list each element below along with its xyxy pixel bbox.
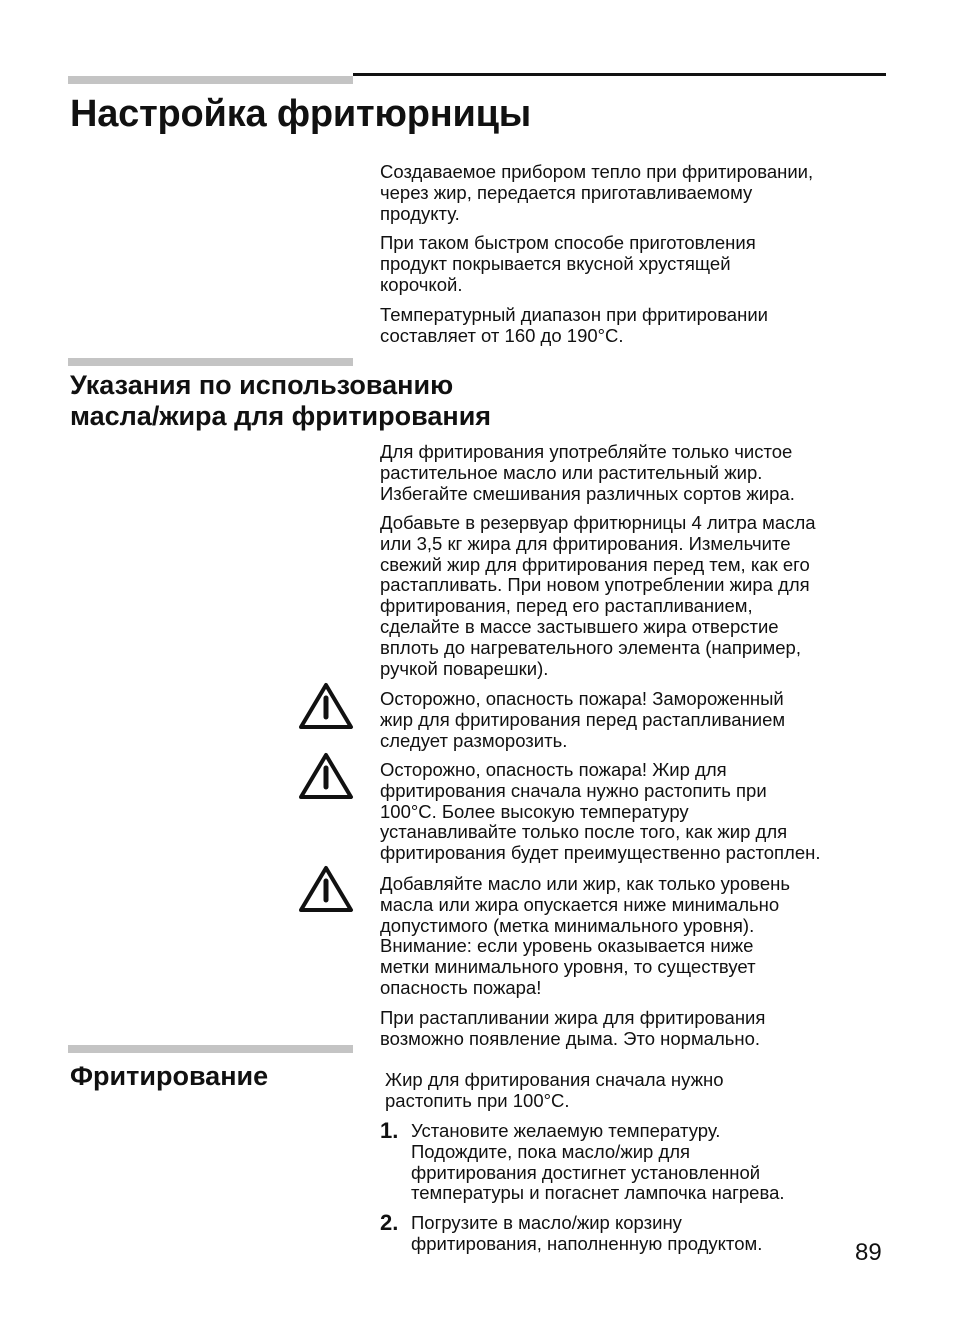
oil-heading-line-1: Указания по использованию	[70, 370, 454, 400]
warning-paragraph-1: Осторожно, опасность пожара! Замороженный жир для фритирования перед растапливанием следует разморозить.	[380, 688, 786, 751]
warning-paragraph-2: Осторожно, опасность пожара! Жир для фритирования сначала нужно растопить при 100°C. Более высокую температуру устанавливайте только после того, как жир для фритирования будет преимущественно растоплен.	[380, 759, 821, 864]
warning-text-2	[380, 760, 886, 864]
section-rule-gray	[68, 76, 353, 84]
oil-paragraph-2: Добавьте в резервуар фритюрницы 4 литра масла или 3,5 кг жира для фритирования. Измельчите свежий жир для фритирования перед тем, как его растапливать. При новом употреблении жира для фритирования, перед его растапливанием, сделайте в массе застывшего жира отверстие вплоть до нагревательного элемента (например, ручкой поварешки).	[380, 512, 816, 679]
warning-text-1	[380, 689, 886, 751]
frying-intro	[385, 1070, 891, 1112]
step-text: Погрузите в масло/жир корзину фритирования, наполненную продуктом.	[411, 1212, 763, 1254]
warning-paragraph-3: Добавляйте масло или жир, как только уровень масла или жира опускается ниже минимально допустимого (метка минимального уровня). Внимание: если уровень оказывается ниже метки минимального уровня, то существует опасность пожара!	[380, 873, 791, 998]
intro-text-2	[380, 233, 886, 295]
section-rule-black	[353, 73, 886, 76]
step-text: Установите желаемую температуру. Подождите, пока масло/жир для фритирования достигнет установленной температуры и погаснет лампочка нагрева.	[411, 1120, 785, 1204]
section-rule-gray	[68, 1045, 353, 1053]
oil-paragraph-1: Для фритирования употребляйте только чистое растительное масло или растительный жир. Избегайте смешивания различных сортов жира.	[380, 441, 795, 504]
intro-text	[380, 162, 886, 224]
oil-closing-paragraph: При растапливании жира для фритирования возможно появление дыма. Это нормально.	[380, 1007, 766, 1049]
warning-triangle-icon	[297, 681, 355, 731]
oil-closing-text	[380, 1008, 886, 1050]
intro-text-3	[380, 305, 886, 347]
page-title: Настройка фритюрницы	[70, 93, 532, 135]
step-number: 1.	[380, 1118, 399, 1143]
warning-text-3	[380, 874, 886, 999]
oil-heading-line-2: масла/жира для фритирования	[70, 401, 492, 431]
intro-paragraph-2: При таком быстром способе приготовления продукт покрывается вкусной хрустящей корочкой.	[380, 232, 756, 295]
intro-paragraph-3: Температурный диапазон при фритировании составляет от 160 до 190°C.	[380, 304, 768, 346]
warning-triangle-icon	[297, 864, 355, 914]
oil-text-1	[380, 442, 886, 504]
oil-text-2	[380, 513, 886, 679]
frying-section-heading: Фритирование	[70, 1061, 269, 1091]
oil-section-heading	[70, 370, 491, 432]
warning-triangle-icon	[297, 751, 355, 801]
page-number: 89	[855, 1239, 882, 1266]
intro-paragraph-1: Создаваемое прибором тепло при фритировании, через жир, передается приготавливаемому продукту.	[380, 161, 814, 224]
frying-intro-paragraph: Жир для фритирования сначала нужно растопить при 100°C.	[385, 1069, 724, 1111]
section-rule-gray	[68, 358, 353, 366]
step-number: 2.	[380, 1210, 399, 1235]
